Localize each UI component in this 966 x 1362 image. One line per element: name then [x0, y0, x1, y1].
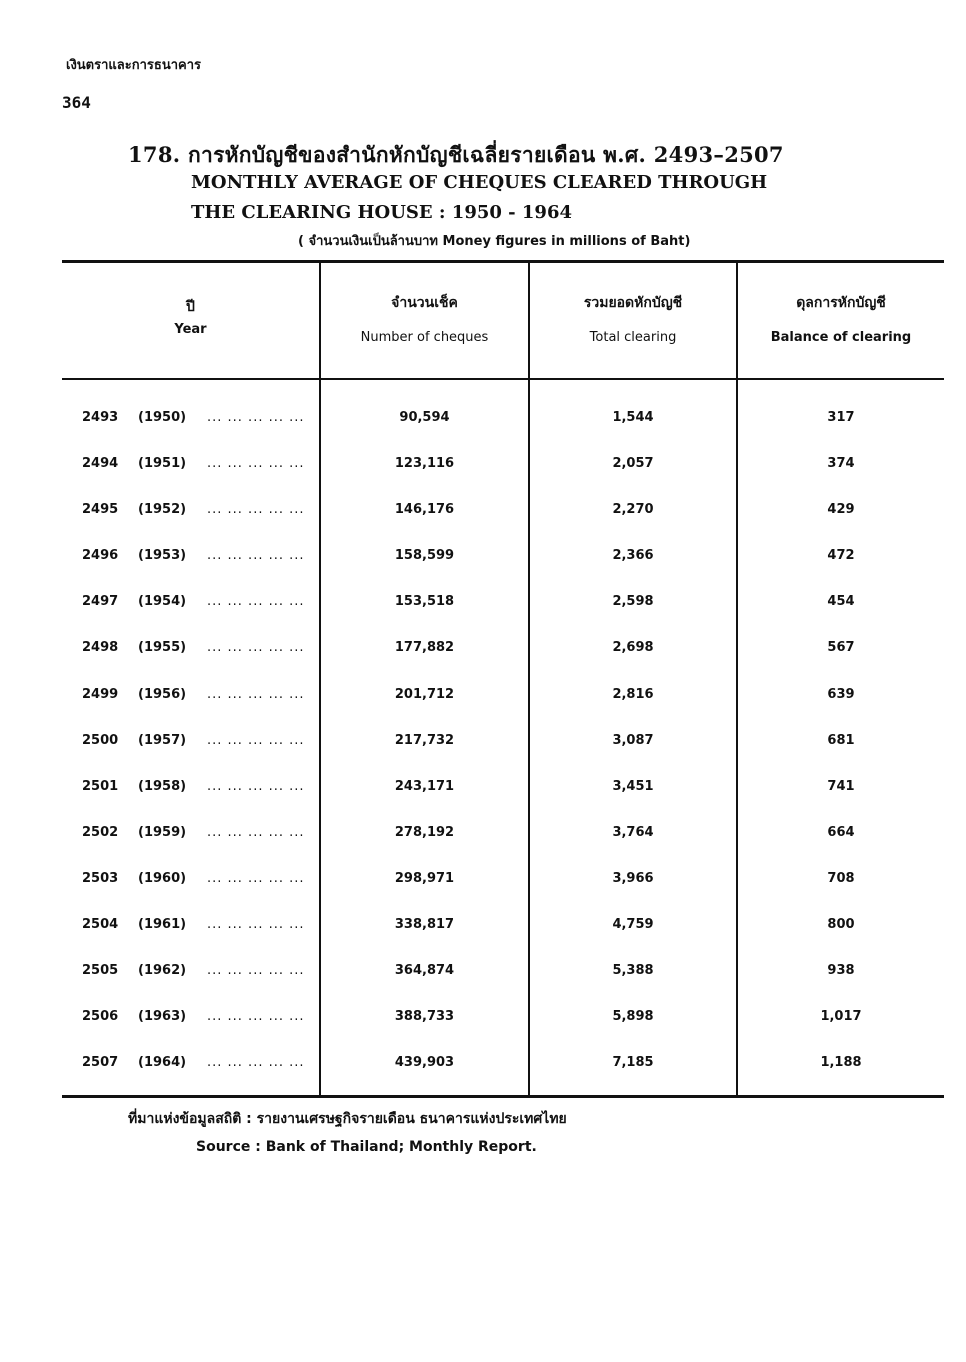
balance-value: 429	[827, 502, 855, 518]
year-ce: (1954)	[138, 594, 187, 610]
year-be: 2496	[82, 548, 119, 564]
total-value: 1,544	[612, 410, 654, 425]
table-row	[62, 580, 944, 626]
total-value: 3,087	[612, 732, 654, 748]
balance-value: 1,188	[820, 1055, 862, 1071]
column-header-year	[62, 296, 319, 337]
cheques-value: 201,712	[394, 686, 455, 702]
year-be: 2494	[82, 456, 119, 472]
year-be: 2501	[82, 778, 119, 794]
leader-dots: ... ... ... ... ...	[207, 1009, 305, 1025]
balance-value: 1,017	[820, 1009, 862, 1025]
total-value: 3,451	[612, 778, 654, 794]
table-row	[62, 534, 944, 580]
cheques-value: 158,599	[394, 548, 455, 564]
year-ce: (1959)	[138, 824, 187, 840]
total-value: 5,898	[612, 1009, 654, 1025]
leader-dots: ... ... ... ... ...	[207, 917, 305, 933]
year-ce: (1963)	[138, 1009, 187, 1025]
year-ce: (1958)	[138, 778, 187, 794]
year-ce: (1952)	[138, 502, 187, 518]
leader-dots: ... ... ... ... ...	[207, 594, 305, 610]
balance-value: 374	[827, 456, 855, 472]
total-value: 2,698	[612, 640, 654, 656]
cheques-value: 298,971	[394, 870, 455, 886]
cheques-value: 146,176	[394, 502, 455, 518]
year-be: 2505	[82, 963, 119, 979]
table-title-english-line2: THE CLEARING HOUSE : 1950 - 1964	[191, 202, 573, 223]
year-ce: (1956)	[138, 686, 187, 702]
column-header-balance	[738, 292, 944, 345]
year-be: 2500	[82, 732, 119, 748]
year-ce: (1960)	[138, 870, 187, 886]
balance-value: 454	[827, 594, 855, 610]
year-ce: (1964)	[138, 1055, 187, 1071]
total-value: 5,388	[612, 963, 654, 979]
balance-value: 664	[827, 824, 855, 840]
table-row	[62, 949, 944, 995]
page-number: 364	[62, 93, 91, 112]
year-ce: (1957)	[138, 732, 187, 748]
total-value: 2,816	[612, 686, 654, 702]
cheques-value: 123,116	[394, 456, 455, 472]
total-value: 3,764	[612, 824, 654, 840]
column-header-cheques-thai: จำนวนเช็ค	[391, 295, 458, 311]
year-be: 2504	[82, 917, 119, 933]
balance-value: 708	[827, 870, 855, 886]
column-header-year-thai: ปี	[186, 299, 195, 315]
year-be: 2497	[82, 594, 119, 610]
leader-dots: ... ... ... ... ...	[207, 456, 305, 472]
total-value: 2,598	[612, 594, 654, 610]
leader-dots: ... ... ... ... ...	[207, 732, 305, 748]
leader-dots: ... ... ... ... ...	[207, 963, 305, 979]
source-note-english: Source : Bank of Thailand; Monthly Report.	[196, 1139, 537, 1155]
cheques-value: 338,817	[394, 917, 455, 933]
total-value: 2,270	[612, 502, 654, 518]
cheques-value: 364,874	[394, 963, 455, 979]
table-row	[62, 488, 944, 534]
total-value: 4,759	[612, 917, 654, 933]
leader-dots: ... ... ... ... ...	[207, 410, 305, 425]
year-ce: (1953)	[138, 548, 187, 564]
year-be: 2498	[82, 640, 119, 656]
table-top-rule	[62, 260, 944, 263]
table-row	[62, 765, 944, 811]
year-ce: (1962)	[138, 963, 187, 979]
table-row	[62, 903, 944, 949]
year-be: 2507	[82, 1055, 119, 1071]
source-note-thai: ที่มาแห่งข้อมูลสถิติ : รายงานเศรษฐกิจรายเดือน ธนาคารแห่งประเทศไทย	[128, 1111, 567, 1127]
column-header-total	[530, 292, 736, 345]
header-bottom-rule	[62, 378, 944, 380]
leader-dots: ... ... ... ... ...	[207, 640, 305, 656]
year-ce: (1950)	[138, 410, 187, 425]
year-be: 2502	[82, 824, 119, 840]
column-header-total-english: Total clearing	[589, 330, 677, 345]
year-be: 2495	[82, 502, 119, 518]
cheques-value: 278,192	[394, 824, 455, 840]
table-body	[62, 396, 944, 1087]
column-header-balance-english: Balance of clearing	[770, 330, 912, 345]
total-value: 2,057	[612, 456, 654, 472]
cheques-value: 177,882	[394, 640, 455, 656]
column-header-total-thai: รวมยอดหักบัญชี	[583, 295, 683, 311]
table-row	[62, 719, 944, 765]
cheques-value: 153,518	[394, 594, 455, 610]
table-title-english-line1: MONTHLY AVERAGE OF CHEQUES CLEARED THROUGH	[191, 172, 768, 193]
cheques-value: 90,594	[399, 410, 450, 425]
leader-dots: ... ... ... ... ...	[207, 870, 305, 886]
leader-dots: ... ... ... ... ...	[207, 548, 305, 564]
year-be: 2499	[82, 686, 119, 702]
cheques-value: 243,171	[394, 778, 455, 794]
units-note: ( จำนวนเงินเป็นล้านบาท Money figures in millions of Baht)	[298, 234, 691, 249]
column-header-year-english: Year	[174, 322, 207, 337]
balance-value: 800	[827, 917, 855, 933]
leader-dots: ... ... ... ... ...	[207, 778, 305, 794]
table-row	[62, 626, 944, 672]
leader-dots: ... ... ... ... ...	[207, 824, 305, 840]
balance-value: 639	[827, 686, 855, 702]
year-be: 2506	[82, 1009, 119, 1025]
year-ce: (1955)	[138, 640, 187, 656]
column-header-balance-thai: ดุลการหักบัญชี	[796, 295, 886, 311]
year-ce: (1951)	[138, 456, 187, 472]
cheques-value: 388,733	[394, 1009, 455, 1025]
table-row	[62, 396, 944, 442]
table-row	[62, 1041, 944, 1087]
cheques-value: 439,903	[394, 1055, 455, 1071]
total-value: 3,966	[612, 870, 654, 886]
year-ce: (1961)	[138, 917, 187, 933]
table-row	[62, 673, 944, 719]
balance-value: 317	[827, 410, 855, 425]
balance-value: 472	[827, 548, 855, 564]
table-row	[62, 995, 944, 1041]
table-row	[62, 442, 944, 488]
balance-value: 938	[827, 963, 855, 979]
leader-dots: ... ... ... ... ...	[207, 1055, 305, 1071]
table-title-thai: 178. การหักบัญชีของสำนักหักบัญชีเฉลี่ยรายเดือน พ.ศ. 2493–2507	[128, 142, 784, 167]
column-header-cheques	[321, 292, 528, 345]
cheques-value: 217,732	[394, 732, 455, 748]
column-header-cheques-english: Number of cheques	[360, 330, 489, 345]
running-head: เงินตราและการธนาคาร	[66, 58, 201, 73]
total-value: 7,185	[612, 1055, 654, 1071]
year-be: 2493	[82, 410, 119, 425]
table-row	[62, 857, 944, 903]
table-bottom-rule	[62, 1095, 944, 1098]
balance-value: 741	[827, 778, 855, 794]
leader-dots: ... ... ... ... ...	[207, 502, 305, 518]
leader-dots: ... ... ... ... ...	[207, 686, 305, 702]
year-be: 2503	[82, 870, 119, 886]
total-value: 2,366	[612, 548, 654, 564]
table-row	[62, 811, 944, 857]
balance-value: 567	[827, 640, 855, 656]
balance-value: 681	[827, 732, 855, 748]
